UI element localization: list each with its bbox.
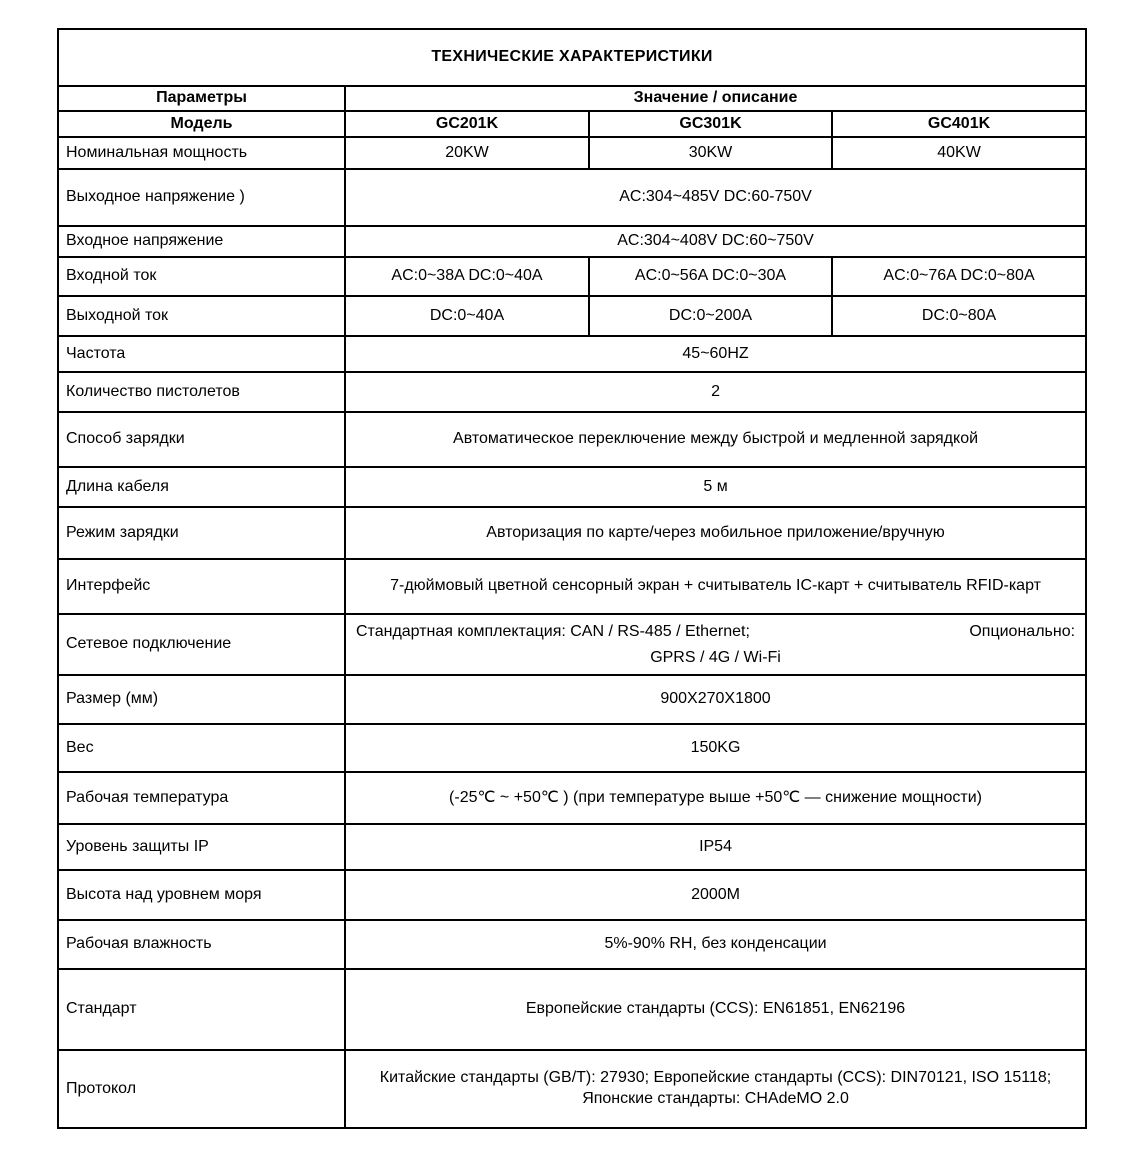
param-name-cell: Номинальная мощность bbox=[58, 137, 345, 169]
param-value-cell: DC:0~40A bbox=[345, 296, 589, 336]
param-value-cell: AC:0~38A DC:0~40A bbox=[345, 257, 589, 296]
param-name-cell: Сетевое подключение bbox=[58, 614, 345, 675]
param-value-cell: Автоматическое переключение между быстрой и медленной зарядкой bbox=[345, 412, 1086, 467]
spec-row-input-voltage bbox=[58, 226, 1086, 257]
param-value-cell: 30KW bbox=[589, 137, 832, 169]
network-standard-text: Стандартная комплектация: CAN / RS-485 / Ethernet; bbox=[356, 623, 750, 640]
spec-row-output-voltage bbox=[58, 169, 1086, 226]
model-row bbox=[58, 111, 1086, 137]
param-name-cell: Входной ток bbox=[58, 257, 345, 296]
param-value-cell: AC:304~485V DC:60-750V bbox=[345, 169, 1086, 226]
param-value-cell: Европейские стандарты (CCS): EN61851, EN62196 bbox=[345, 969, 1086, 1050]
param-value-cell: IP54 bbox=[345, 824, 1086, 870]
header-parameters: Параметры bbox=[58, 86, 345, 111]
param-value-cell: 5%-90% RH, без конденсации bbox=[345, 920, 1086, 969]
param-value-cell: DC:0~80A bbox=[832, 296, 1086, 336]
spec-row-charging-method bbox=[58, 412, 1086, 467]
param-value-cell: AC:0~76A DC:0~80A bbox=[832, 257, 1086, 296]
param-value-cell: 20KW bbox=[345, 137, 589, 169]
spec-row-protocol bbox=[58, 1050, 1086, 1128]
spec-row-input-current bbox=[58, 257, 1086, 296]
param-name-cell: Рабочая температура bbox=[58, 772, 345, 824]
param-value-cell: DC:0~200A bbox=[589, 296, 832, 336]
param-value-cell: AC:304~408V DC:60~750V bbox=[345, 226, 1086, 257]
spec-row-charging-mode bbox=[58, 507, 1086, 559]
param-name-cell: Вес bbox=[58, 724, 345, 772]
param-value-cell: 7-дюймовый цветной сенсорный экран + считыватель IC-карт + считыватель RFID-карт bbox=[345, 559, 1086, 614]
param-name-cell: Выходное напряжение ) bbox=[58, 169, 345, 226]
param-value-cell: 45~60HZ bbox=[345, 336, 1086, 372]
model-label: Модель bbox=[58, 111, 345, 137]
network-standard-line bbox=[356, 619, 1075, 645]
spec-row-humidity bbox=[58, 920, 1086, 969]
param-value-cell bbox=[345, 614, 1086, 675]
spec-row-interface bbox=[58, 559, 1086, 614]
param-value-cell: Китайские стандарты (GB/T): 27930; Европейские стандарты (CCS): DIN70121, ISO 15118; Японские стандарты: CHAdeMO 2.0 bbox=[345, 1050, 1086, 1128]
spec-row-output-current bbox=[58, 296, 1086, 336]
param-value-cell: 2 bbox=[345, 372, 1086, 412]
param-name-cell: Уровень защиты IP bbox=[58, 824, 345, 870]
spec-row-nominal-power bbox=[58, 137, 1086, 169]
param-name-cell: Длина кабеля bbox=[58, 467, 345, 507]
spec-row-standard bbox=[58, 969, 1086, 1050]
header-row bbox=[58, 86, 1086, 111]
table-title: ТЕХНИЧЕСКИЕ ХАРАКТЕРИСТИКИ bbox=[58, 29, 1086, 86]
spec-row-ip-rating bbox=[58, 824, 1086, 870]
spec-row-size bbox=[58, 675, 1086, 724]
param-value-cell: 150KG bbox=[345, 724, 1086, 772]
param-value-cell: (-25℃ ~ +50℃ ) (при температуре выше +50℃ — снижение мощности) bbox=[345, 772, 1086, 824]
spec-row-altitude bbox=[58, 870, 1086, 920]
param-name-cell: Входное напряжение bbox=[58, 226, 345, 257]
param-name-cell: Стандарт bbox=[58, 969, 345, 1050]
param-name-cell: Высота над уровнем моря bbox=[58, 870, 345, 920]
param-name-cell: Размер (мм) bbox=[58, 675, 345, 724]
param-value-cell: 40KW bbox=[832, 137, 1086, 169]
param-name-cell: Частота bbox=[58, 336, 345, 372]
spec-row-weight bbox=[58, 724, 1086, 772]
param-value-cell: 900X270X1800 bbox=[345, 675, 1086, 724]
param-value-cell: Авторизация по карте/через мобильное приложение/вручную bbox=[345, 507, 1086, 559]
param-name-cell: Протокол bbox=[58, 1050, 345, 1128]
model-gc201k: GC201K bbox=[345, 111, 589, 137]
header-value-description: Значение / описание bbox=[345, 86, 1086, 111]
param-name-cell: Способ зарядки bbox=[58, 412, 345, 467]
param-value-cell: 2000M bbox=[345, 870, 1086, 920]
model-gc401k: GC401K bbox=[832, 111, 1086, 137]
param-name-cell: Интерфейс bbox=[58, 559, 345, 614]
param-name-cell: Режим зарядки bbox=[58, 507, 345, 559]
spec-row-operating-temperature bbox=[58, 772, 1086, 824]
param-value-cell: 5 м bbox=[345, 467, 1086, 507]
spec-row-cable-length bbox=[58, 467, 1086, 507]
specs-table bbox=[57, 28, 1087, 1129]
spec-row-frequency bbox=[58, 336, 1086, 372]
param-name-cell: Выходной ток bbox=[58, 296, 345, 336]
param-name-cell: Рабочая влажность bbox=[58, 920, 345, 969]
network-optional-list: GPRS / 4G / Wi-Fi bbox=[650, 648, 781, 666]
spec-row-network bbox=[58, 614, 1086, 675]
param-name-cell: Количество пистолетов bbox=[58, 372, 345, 412]
network-optional-label: Опционально: bbox=[969, 623, 1076, 640]
model-gc301k: GC301K bbox=[589, 111, 832, 137]
param-value-cell: AC:0~56A DC:0~30A bbox=[589, 257, 832, 296]
title-row bbox=[58, 29, 1086, 86]
spec-row-gun-count bbox=[58, 372, 1086, 412]
